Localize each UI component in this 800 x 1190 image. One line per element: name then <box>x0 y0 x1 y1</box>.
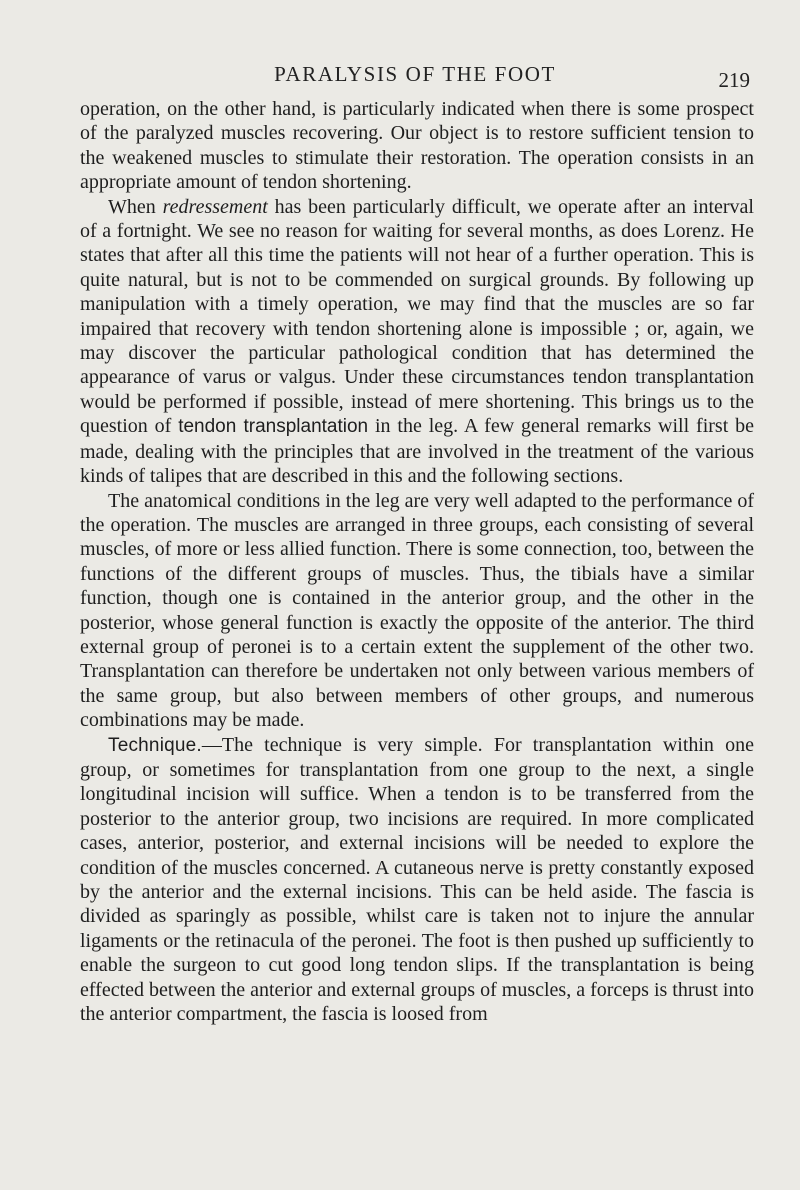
paragraph-technique <box>80 733 754 1027</box>
paragraph-text-a: has been particularly difficult, we operate after an interval of a fortnight. We see no reason for waiting for several months, as does Lorenz. He states that after all this time the patients will not hear of a further operation. This is quite natural, but is not to be commended on surgical grounds. By following up manipulation with a timely operation, we may find that the muscles are so far impaired that recovery with tendon shortening alone is impossible ; or, again, we may discover the particular pathological condition that has determined the appearance of varus or valgus. Under these circumstances tendon transplantation would be performed if possible, instead of mere shortening. This brings us to the question of <box>80 195 754 438</box>
paragraph-anatomical-conditions: The anatomical conditions in the leg are very well adapted to the performance of the operation. The muscles are arranged in three groups, each consisting of several muscles, of more or less allied function. There is some connection, too, between the functions of the different groups of muscles. Thus, the tibials have a similar function, though one is contained in the anterior group, and the other in the posterior, whose general function is exactly the opposite of the anterior. The third external group of peronei is to a certain extent the supplement of the other two. Transplantation can therefore be undertaken not only between various members of the same group, but also between members of other groups, and numerous combinations may be made. <box>80 489 754 732</box>
paragraph-continuation: operation, on the other hand, is particularly indicated when there is some prospect of the paralyzed muscles recovering. Our object is to restore sufficient tension to the weakened muscles to stimulate their restoration. The operation consists in an appropriate amount of tendon shortening. <box>80 98 754 194</box>
page-number: 219 <box>718 68 750 92</box>
technique-heading: Technique. <box>108 734 202 756</box>
body-text <box>80 97 754 1026</box>
paragraph-redressement <box>80 195 754 489</box>
emphasis-redressement: redressement <box>162 195 268 218</box>
technique-text: —The technique is very simple. For transplantation within one group, or sometimes for transplantation from one group to the next, a single longitudinal incision will suffice. When a tendon is to be transferred from the posterior to the anterior group, two incisions are required. In more complicated cases, anterior, posterior, and external incisions will be needed to explore the condition of the muscles concerned. A cutaneous nerve is pretty constantly exposed by the anterior and the external incisions. This can be held aside. The fascia is divided as sparingly as possible, whilst care is taken not to injure the annular ligaments or the retinacula of the peronei. The foot is then pushed up sufficiently to enable the surgeon to cut good long tendon slips. If the transplantation is being effected between the anterior and external groups of muscles, a forceps is thrust into the anterior compartment, the fascia is loosed from <box>80 733 754 1026</box>
tendon-transplantation-phrase: tendon transplantation <box>178 416 369 438</box>
paragraph-text-b: in the leg. A few general remarks will first be made, dealing with the principles that are involved in the treatment of the various kinds of talipes that are described in this and the following sections. <box>80 415 755 488</box>
running-title: PARALYSIS OF THE FOOT <box>274 62 556 86</box>
page-header <box>80 62 750 92</box>
paragraph-lead: When <box>108 195 163 218</box>
